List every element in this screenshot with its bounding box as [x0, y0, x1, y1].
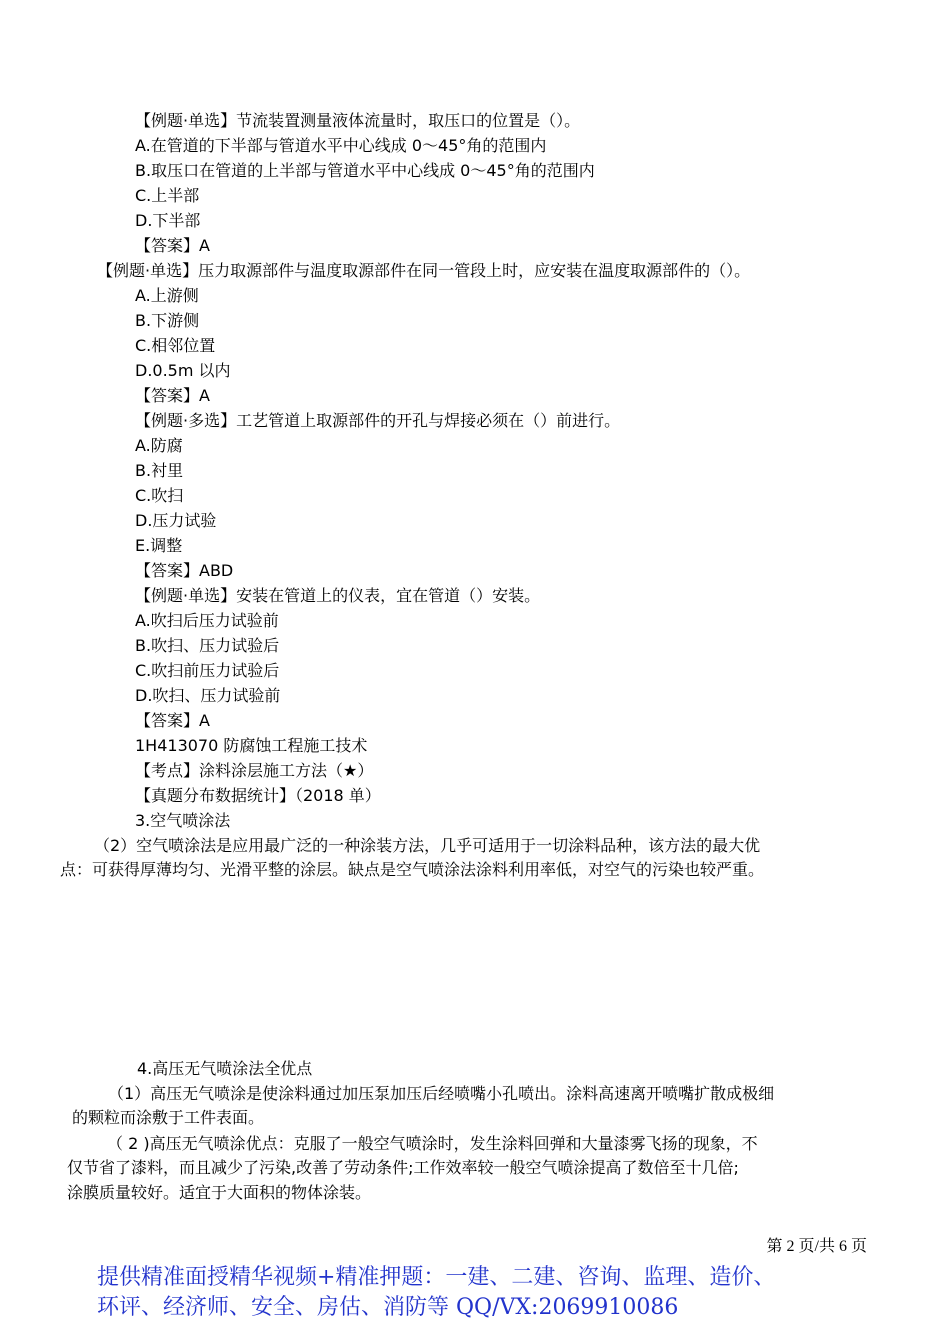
airless-paragraph2-line3: 涂膜质量较好。适宜于大面积的物体涂装。 [67, 1183, 372, 1202]
page-number: 第 2 页/共 6 页 [766, 1238, 867, 1255]
q2-option-a: A.上游侧 [135, 286, 199, 305]
q1-answer: 【答案】A [135, 236, 210, 255]
q1-option-c: C.上半部 [135, 186, 200, 205]
q4-option-d: D.吹扫、压力试验前 [135, 686, 281, 705]
exam-stats: 【真题分布数据统计】（2018 单） [135, 786, 381, 805]
q4-option-b: B.吹扫、压力试验后 [135, 636, 280, 655]
q2-option-b: B.下游侧 [135, 311, 200, 330]
q2-stem: 【例题·单选】压力取源部件与温度取源部件在同一管段上时，应安装在温度取源部件的（）。 [97, 261, 751, 280]
q3-stem: 【例题·多选】工艺管道上取源部件的开孔与焊接必须在（）前进行。 [135, 411, 621, 430]
kaodian: 【考点】涂料涂层施工方法（★） [135, 761, 374, 780]
airless-paragraph2-line2: 仅节省了漆料，而且减少了污染,改善了劳动条件;工作效率较一般空气喷涂提高了数倍至十几倍; [67, 1158, 739, 1177]
q1-option-b: B.取压口在管道的上半部与管道水平中心线成 0～45°角的范围内 [135, 161, 595, 180]
q3-option-a: A.防腐 [135, 436, 183, 455]
airless-paragraph1-line2: 的颗粒而涂敷于工件表面。 [72, 1108, 265, 1127]
q3-option-d: D.压力试验 [135, 511, 217, 530]
q1-stem: 【例题·单选】节流装置测量液体流量时，取压口的位置是（）。 [135, 111, 581, 130]
q4-option-c: C.吹扫前压力试验后 [135, 661, 280, 680]
q2-answer: 【答案】A [135, 386, 210, 405]
heading-air-spray: 3.空气喷涂法 [135, 811, 231, 830]
q1-option-a: A.在管道的下半部与管道水平中心线成 0～45°角的范围内 [135, 136, 547, 155]
q3-option-c: C.吹扫 [135, 486, 184, 505]
airless-paragraph1-line1: （1）高压无气喷涂是使涂料通过加压泵加压后经喷嘴小孔喷出。涂料高速离开喷嘴扩散成极细 [108, 1084, 775, 1103]
q4-stem: 【例题·单选】安装在管道上的仪表，宜在管道（）安装。 [135, 586, 541, 605]
q2-option-c: C.相邻位置 [135, 336, 216, 355]
airless-paragraph2-line1: （ 2 )高压无气喷涂优点：克服了一般空气喷涂时，发生涂料回弹和大量漆雾飞扬的现象，不 [107, 1134, 758, 1153]
promo-line-1: 提供精准面授精华视频+精准押题：一建、二建、咨询、监理、造价、 [97, 1265, 776, 1290]
promo-line-2: 环评、经济师、安全、房估、消防等 QQ/VX:2069910086 [97, 1295, 679, 1320]
q1-option-d: D.下半部 [135, 211, 201, 230]
q2-option-d: D.0.5m 以内 [135, 361, 231, 380]
q3-option-e: E.调整 [135, 536, 183, 555]
air-spray-paragraph-line1: （2）空气喷涂法是应用最广泛的一种涂装方法，几乎可适用于一切涂料品种，该方法的最大优 [94, 836, 761, 855]
q3-answer: 【答案】ABD [135, 561, 234, 580]
air-spray-paragraph-line2: 点：可获得厚薄均匀、光滑平整的涂层。缺点是空气喷涂法涂料利用率低，对空气的污染也较严重。 [60, 860, 765, 879]
q4-option-a: A.吹扫后压力试验前 [135, 611, 279, 630]
section-code: 1H413070 防腐蚀工程施工技术 [135, 736, 368, 755]
q3-option-b: B.衬里 [135, 461, 184, 480]
q4-answer: 【答案】A [135, 711, 210, 730]
heading-airless-spray: 4.高压无气喷涂法全优点 [137, 1059, 313, 1078]
